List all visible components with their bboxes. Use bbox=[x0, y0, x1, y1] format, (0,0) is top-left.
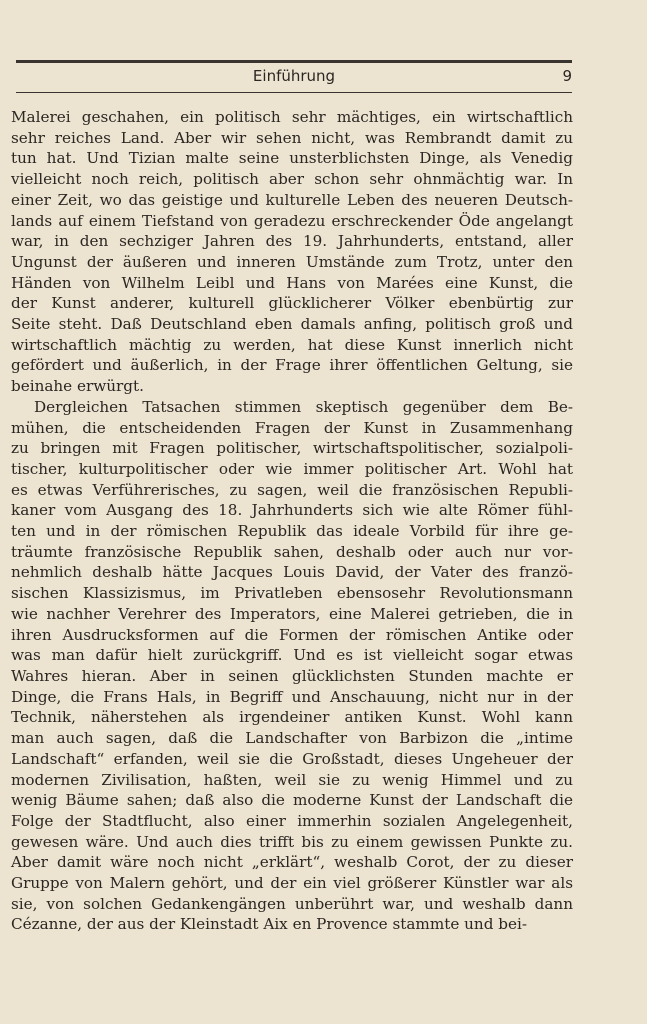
text-line: Technik, näherstehen als irgendeiner antiken Kunst. Wohl kann bbox=[11, 708, 573, 727]
text-line: zu bringen mit Fragen politischer, wirtschaftspolitischer, sozialpoli- bbox=[11, 439, 573, 458]
text-line: tischer, kulturpolitischer oder wie immer politischer Art. Wohl hat bbox=[11, 459, 573, 478]
text-line: Landschaft“ erfanden, weil sie die Großstadt, dieses Ungeheuer der bbox=[11, 749, 573, 768]
text-line: es etwas Verführerisches, zu sagen, weil die französischen Republi- bbox=[11, 480, 573, 499]
paragraph bbox=[11, 107, 573, 397]
header-rule-bottom bbox=[16, 92, 572, 93]
header-title: Einführung bbox=[252, 67, 336, 85]
text-line: Dergleichen Tatsachen stimmen skeptisch gegenüber dem Be- bbox=[34, 397, 573, 416]
text-line: ihren Ausdrucksformen auf die Formen der römischen Antike oder bbox=[11, 625, 573, 644]
text-line: wie nachher Verehrer des Imperators, eine Malerei getrieben, die in bbox=[11, 604, 573, 623]
text-line: der Kunst anderer, kulturell glücklicherer Völker ebenbürtig zur bbox=[11, 294, 573, 313]
text-line: wirtschaftlich mächtig zu werden, hat diese Kunst innerlich nicht bbox=[11, 335, 573, 354]
text-line: sie, von solchen Gedankengängen unberührt war, und weshalb dann bbox=[11, 894, 573, 913]
text-line: lands auf einem Tiefstand von geradezu erschreckender Öde angelangt bbox=[11, 211, 573, 230]
text-line: mühen, die entscheidenden Fragen der Kunst in Zusammenhang bbox=[11, 418, 573, 437]
text-line: Seite steht. Daß Deutschland eben damals anfing, politisch groß und bbox=[11, 315, 573, 334]
text-line: man auch sagen, daß die Landschafter von Barbizon die „intime bbox=[11, 729, 573, 748]
text-line: Händen von Wilhelm Leibl und Hans von Marées eine Kunst, die bbox=[11, 273, 573, 292]
text-line: kaner vom Ausgang des 18. Jahrhunderts sich wie alte Römer fühl- bbox=[11, 501, 573, 520]
text-line: Gruppe von Malern gehört, und der ein viel größerer Künstler war als bbox=[11, 874, 573, 893]
text-line: gewesen wäre. Und auch dies trifft bis zu einem gewissen Punkte zu. bbox=[11, 832, 573, 851]
text-line: modernen Zivilisation, haßten, weil sie zu wenig Himmel und zu bbox=[11, 770, 573, 789]
text-line: Cézanne, der aus der Kleinstadt Aix en Provence stammte und bei- bbox=[11, 915, 527, 934]
text-line: war, in den sechziger Jahren des 19. Jahrhunderts, entstand, aller bbox=[11, 232, 573, 251]
paragraph bbox=[11, 397, 573, 935]
text-line: träumte französische Republik sahen, deshalb oder auch nur vor- bbox=[11, 542, 573, 561]
text-line: einer Zeit, wo das geistige und kulturelle Leben des neueren Deutsch- bbox=[11, 190, 573, 209]
text-line: beinahe erwürgt. bbox=[11, 377, 144, 396]
text-line: Wahres hieran. Aber in seinen glücklichsten Stunden machte er bbox=[11, 666, 573, 685]
text-line: ten und in der römischen Republik das ideale Vorbild für ihre ge- bbox=[11, 522, 573, 541]
text-line: sehr reiches Land. Aber wir sehen nicht, was Rembrandt damit zu bbox=[11, 128, 573, 147]
text-line: Dinge, die Frans Hals, in Begriff und Anschauung, nicht nur in der bbox=[11, 687, 573, 706]
text-line: wenig Bäume sahen; daß also die moderne Kunst der Landschaft die bbox=[11, 791, 573, 810]
body-text bbox=[11, 107, 573, 935]
text-line: Malerei geschahen, ein politisch sehr mächtiges, ein wirtschaftlich bbox=[11, 108, 573, 126]
text-line: sischen Klassizismus, im Privatleben ebensosehr Revolutionsmann bbox=[11, 584, 573, 603]
text-line: nehmlich deshalb hätte Jacques Louis David, der Vater des franzö- bbox=[11, 563, 573, 582]
text-line: Ungunst der äußeren und inneren Umstände zum Trotz, unter den bbox=[11, 252, 573, 271]
running-header bbox=[16, 60, 572, 93]
text-line: was man dafür hielt zurückgriff. Und es ist vielleicht sogar etwas bbox=[11, 646, 573, 665]
text-line: tun hat. Und Tizian malte seine unsterblichsten Dinge, als Venedig bbox=[11, 149, 573, 168]
text-line: Folge der Stadtflucht, also einer immerhin sozialen Angelegenheit, bbox=[11, 811, 573, 830]
text-line: vielleicht noch reich, politisch aber schon sehr ohnmächtig war. In bbox=[11, 170, 573, 189]
text-line: gefördert und äußerlich, in der Frage ihrer öffentlichen Geltung, sie bbox=[11, 356, 573, 375]
page-number: 9 bbox=[562, 67, 572, 85]
text-line: Aber damit wäre noch nicht „erklärt“, weshalb Corot, der zu dieser bbox=[11, 853, 573, 872]
